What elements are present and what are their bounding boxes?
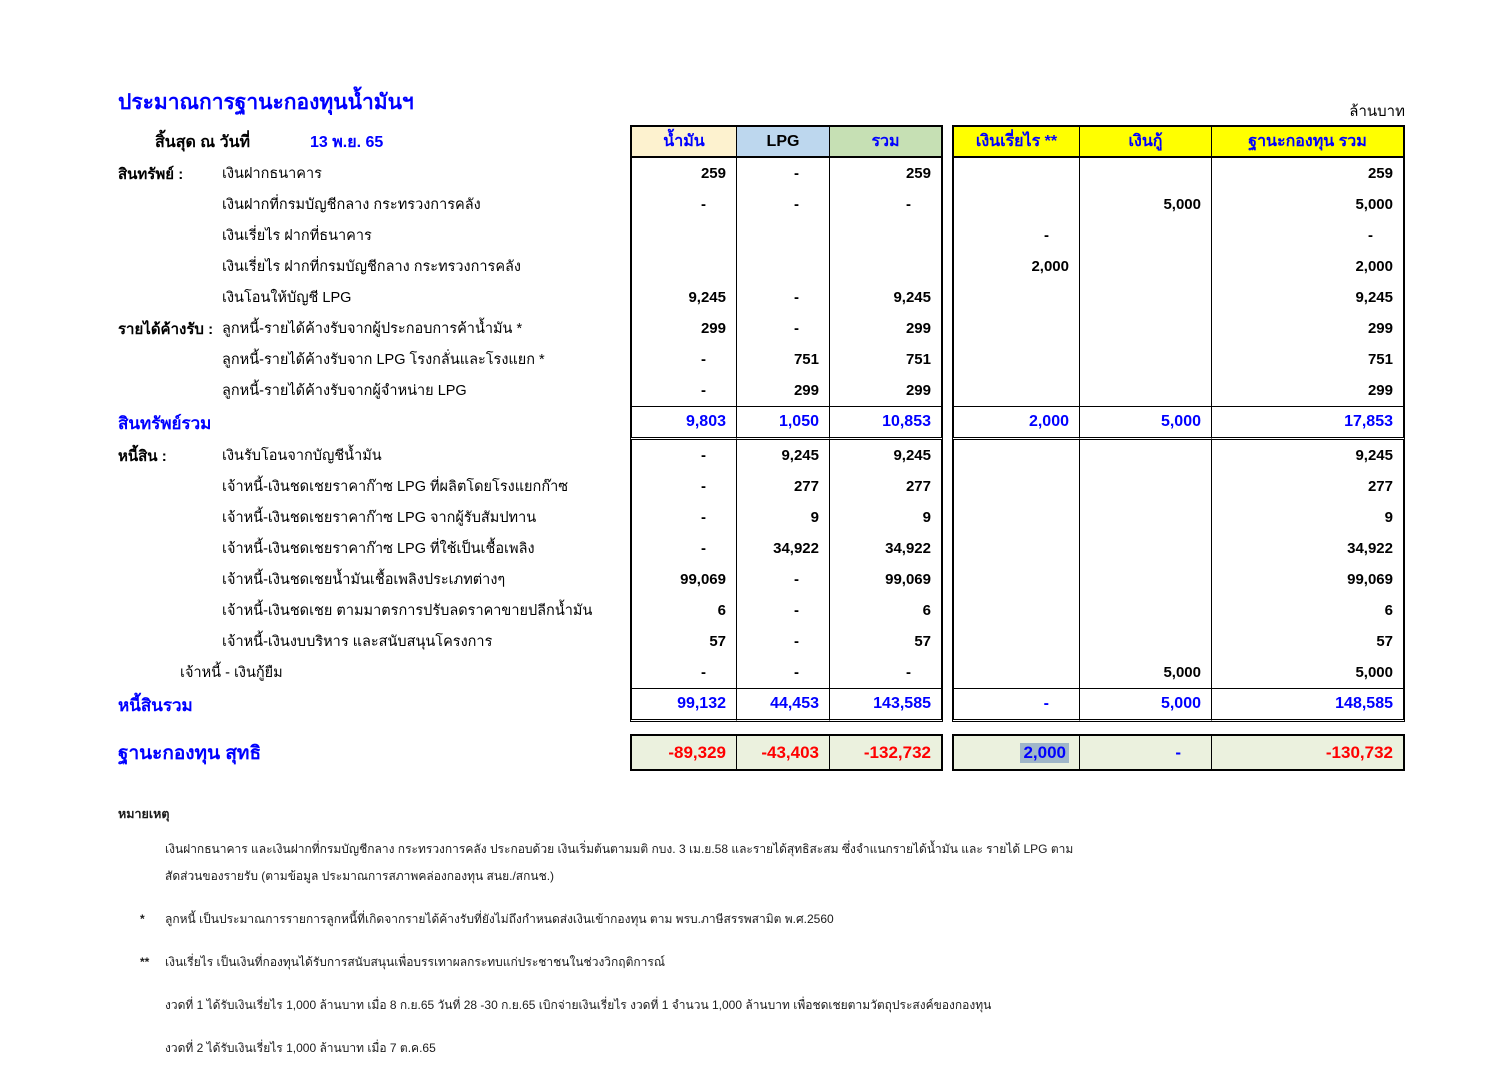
cell-fund-total: 99,069 — [1212, 564, 1405, 595]
cell-lpg: 9 — [737, 502, 830, 533]
cell-fund-total: 9,245 — [1212, 282, 1405, 313]
cell-oil: - — [630, 657, 737, 688]
cell-donation — [952, 734, 1080, 771]
cell-total: 9 — [830, 502, 943, 533]
cell-oil: -89,329 — [630, 734, 737, 771]
cell-donation — [952, 375, 1080, 406]
row-section-label: รายได้ค้างรับ : — [118, 320, 214, 338]
cell-fund-total: 299 — [1212, 313, 1405, 344]
cell-donation — [952, 657, 1080, 688]
row-section-label — [118, 220, 222, 251]
cell-fund-total: 5,000 — [1212, 657, 1405, 688]
cell-oil: - — [630, 502, 737, 533]
cell-lpg: 299 — [737, 375, 830, 406]
table-row — [118, 471, 1405, 502]
cell-fund-total: 5,000 — [1212, 189, 1405, 220]
cell-donation: - — [952, 220, 1080, 251]
assets-total-row — [118, 406, 1405, 440]
row-section-label — [118, 471, 222, 502]
footnote — [118, 1035, 1408, 1062]
row-item-label: เจ้าหนี้-เงินงบบริหาร และสนับสนุนโครงการ — [222, 634, 493, 650]
cell-oil: - — [630, 471, 737, 502]
cell-total: 10,853 — [830, 406, 943, 440]
cell-fund-total: -130,732 — [1212, 734, 1405, 771]
row-section-label: หนี้สิน : — [118, 447, 167, 465]
row-item-label: ลูกหนี้-รายได้ค้างรับจาก LPG โรงกลั่นและโรงแยก * — [222, 352, 545, 368]
cell-lpg — [737, 220, 830, 251]
table-row — [118, 657, 1405, 688]
cell-loan — [1080, 220, 1212, 251]
cell-oil: 99,132 — [630, 688, 737, 722]
cell-oil: - — [630, 375, 737, 406]
cell-total: 99,069 — [830, 564, 943, 595]
cell-total — [830, 251, 943, 282]
cell-donation — [952, 189, 1080, 220]
header-spacer — [222, 125, 630, 158]
row-item-label: เงินฝากธนาคาร — [222, 166, 322, 182]
cell-oil — [630, 251, 737, 282]
table-row — [118, 626, 1405, 657]
net-fund-status-label: ฐานะกองทุน สุทธิ — [118, 742, 262, 764]
col-header-loan: เงินกู้ — [1080, 125, 1212, 158]
cell-loan — [1080, 158, 1212, 189]
footnote-text: งวดที่ 2 ได้รับเงินเรี่ยไร 1,000 ล้านบาท เมื่อ 7 ต.ค.65 — [165, 1041, 436, 1055]
cell-total: 299 — [830, 375, 943, 406]
table-row — [118, 533, 1405, 564]
cell-lpg: - — [737, 313, 830, 344]
row-section-label — [118, 375, 222, 406]
cell-oil: - — [630, 533, 737, 564]
row-item-label: เจ้าหนี้-เงินชดเชยราคาก๊าซ LPG จากผู้รับสัมปทาน — [222, 510, 537, 526]
table-row — [118, 688, 1405, 722]
cell-oil: 99,069 — [630, 564, 737, 595]
row-item-label: เจ้าหนี้-เงินชดเชยน้ำมันเชื้อเพลิงประเภทต่างๆ — [222, 572, 506, 588]
footnote — [118, 949, 1408, 976]
cell-loan: - — [1080, 734, 1212, 771]
cell-loan — [1080, 344, 1212, 375]
footnote — [118, 992, 1408, 1019]
footnote-marker: * — [140, 912, 145, 926]
cell-loan — [1080, 564, 1212, 595]
cell-total: 57 — [830, 626, 943, 657]
cell-lpg: 44,453 — [737, 688, 830, 722]
cell-lpg: 34,922 — [737, 533, 830, 564]
cell-fund-total: 259 — [1212, 158, 1405, 189]
row-item-label: เงินฝากที่กรมบัญชีกลาง กระทรวงการคลัง — [222, 197, 481, 213]
cell-donation: 2,000 — [952, 251, 1080, 282]
cell-oil: 57 — [630, 626, 737, 657]
row-item-label: เจ้าหนี้-เงินชดเชยราคาก๊าซ LPG ที่ผลิตโดยโรงแยกก๊าซ — [222, 479, 569, 495]
liabilities-total-label: หนี้สินรวม — [118, 695, 193, 715]
table-row — [118, 440, 1405, 471]
table-row — [118, 251, 1405, 282]
cell-oil: - — [630, 189, 737, 220]
cell-total: 277 — [830, 471, 943, 502]
cell-fund-total: 277 — [1212, 471, 1405, 502]
cell-loan: 5,000 — [1080, 657, 1212, 688]
cell-donation — [952, 471, 1080, 502]
row-section-label: สินทรัพย์ : — [118, 165, 184, 183]
row-section-label — [118, 344, 222, 375]
table-row — [118, 564, 1405, 595]
as-of-date-label: สิ้นสุด ณ วันที่ — [155, 134, 251, 151]
table-row — [118, 375, 1405, 406]
header-spacer — [118, 125, 222, 158]
table-row — [118, 595, 1405, 626]
cell-lpg: 751 — [737, 344, 830, 375]
cell-oil: 6 — [630, 595, 737, 626]
cell-donation — [952, 595, 1080, 626]
cell-lpg: - — [737, 626, 830, 657]
cell-donation — [952, 440, 1080, 471]
cell-loan — [1080, 502, 1212, 533]
row-item-label: ลูกหนี้-รายได้ค้างรับจากผู้จำหน่าย LPG — [222, 383, 467, 399]
cell-lpg: 277 — [737, 471, 830, 502]
cell-lpg: - — [737, 189, 830, 220]
cell-lpg: - — [737, 657, 830, 688]
row-item-label: เจ้าหนี้-เงินชดเชย ตามมาตรการปรับลดราคาขายปลีกน้ำมัน — [222, 603, 593, 619]
cell-total: 9,245 — [830, 440, 943, 471]
row-gap — [118, 722, 1405, 734]
cell-donation — [952, 282, 1080, 313]
cell-loan — [1080, 251, 1212, 282]
row-item-label: เจ้าหนี้ - เงินกู้ยืม — [180, 665, 283, 681]
footnotes — [118, 804, 1408, 1078]
cell-fund-total: 751 — [1212, 344, 1405, 375]
cell-total: 34,922 — [830, 533, 943, 564]
cell-total: - — [830, 189, 943, 220]
table-row — [118, 282, 1405, 313]
cell-donation — [952, 533, 1080, 564]
row-section-label — [118, 595, 222, 626]
assets-total-label: สินทรัพย์รวม — [118, 413, 212, 433]
cell-donation: 2,000 — [952, 406, 1080, 440]
cell-fund-total: 9,245 — [1212, 440, 1405, 471]
table-row — [118, 313, 1405, 344]
table-row — [118, 158, 1405, 189]
cell-loan — [1080, 533, 1212, 564]
cell-fund-total: 148,585 — [1212, 688, 1405, 722]
cell-donation — [952, 158, 1080, 189]
cell-donation: - — [952, 688, 1080, 722]
table-header-row — [118, 125, 1405, 158]
col-header-oil: น้ำมัน — [630, 125, 737, 158]
row-item-label: เงินรับโอนจากบัญชีน้ำมัน — [222, 448, 382, 464]
cell-oil — [630, 220, 737, 251]
footnotes-heading: หมายเหตุ — [118, 807, 170, 821]
cell-loan — [1080, 440, 1212, 471]
table-row — [118, 344, 1405, 375]
cell-oil: 259 — [630, 158, 737, 189]
cell-fund-total: 6 — [1212, 595, 1405, 626]
cell-total — [830, 220, 943, 251]
cell-fund-total: 9 — [1212, 502, 1405, 533]
footnote-text: เงินเรี่ยไร เป็นเงินที่กองทุนได้รับการสนับสนุนเพื่อบรรเทาผลกระทบแก่ประชาชนในช่วงวิกฤติการณ์ — [165, 955, 665, 969]
cell-oil: - — [630, 344, 737, 375]
row-item-label: เงินโอนให้บัญชี LPG — [222, 290, 352, 306]
cell-donation — [952, 313, 1080, 344]
footnote — [118, 836, 1408, 890]
row-section-label — [118, 533, 222, 564]
cell-donation — [952, 564, 1080, 595]
cell-lpg: 9,245 — [737, 440, 830, 471]
as-of-date-value: 13 พ.ย. 65 — [310, 134, 384, 151]
cell-fund-total: - — [1212, 220, 1405, 251]
cell-total: 751 — [830, 344, 943, 375]
footnote — [118, 906, 1408, 933]
cell-loan: 5,000 — [1080, 406, 1212, 440]
cell-loan — [1080, 626, 1212, 657]
footnote-text: เงินฝากธนาคาร และเงินฝากที่กรมบัญชีกลาง กระทรวงการคลัง ประกอบด้วย เงินเริ่มต้นตามมติ กบง. 3 เม.ย.58 และรายได้สุทธิสะสม ซึ่งจำแนกรายได้น้ำมัน และ รายได้ LPG ตาม — [165, 842, 1074, 856]
cell-oil: - — [630, 440, 737, 471]
fund-status-table — [118, 125, 1405, 771]
cell-oil: 9,803 — [630, 406, 737, 440]
footnote-text: สัดส่วนของรายรับ (ตามข้อมูล ประมาณการสภาพคล่องกองทุน สนย./สกนช.) — [165, 869, 555, 883]
cell-loan — [1080, 313, 1212, 344]
table-row — [118, 406, 1405, 440]
row-item-label: เจ้าหนี้-เงินชดเชยราคาก๊าซ LPG ที่ใช้เป็นเชื้อเพลิง — [222, 541, 535, 557]
cell-fund-total: 299 — [1212, 375, 1405, 406]
cell-fund-total: 57 — [1212, 626, 1405, 657]
row-item-label: เงินเรี่ยไร ฝากที่กรมบัญชีกลาง กระทรวงการคลัง — [222, 259, 522, 275]
cell-lpg: - — [737, 282, 830, 313]
row-item-label: เงินเรี่ยไร ฝากที่ธนาคาร — [222, 228, 372, 244]
cell-fund-total: 34,922 — [1212, 533, 1405, 564]
unit-label: ล้านบาท — [1349, 103, 1405, 120]
col-header-fund-total: ฐานะกองทุน รวม — [1212, 125, 1405, 158]
cell-total: -132,732 — [830, 734, 943, 771]
cell-lpg — [737, 251, 830, 282]
footnote-text: ลูกหนี้ เป็นประมาณการรายการลูกหนี้ที่เกิดจากรายได้ค้างรับที่ยังไม่ถึงกำหนดส่งเงินเข้ากองทุน ตาม พรบ.ภาษีสรรพสามิต พ.ศ.2560 — [165, 912, 834, 926]
cell-total: 259 — [830, 158, 943, 189]
table-row — [118, 220, 1405, 251]
cell-loan — [1080, 595, 1212, 626]
liabilities-total-row — [118, 688, 1405, 722]
cell-total: 6 — [830, 595, 943, 626]
cell-lpg: - — [737, 564, 830, 595]
cell-total: - — [830, 657, 943, 688]
cell-donation — [952, 626, 1080, 657]
cell-lpg: 1,050 — [737, 406, 830, 440]
cell-oil: 299 — [630, 313, 737, 344]
row-section-label — [118, 564, 222, 595]
page-title: ประมาณการฐานะกองทุนน้ำมันฯ — [118, 91, 414, 114]
liability-rows — [118, 440, 1405, 688]
cell-loan — [1080, 375, 1212, 406]
selected-cell-value: 2,000 — [1020, 743, 1069, 763]
row-section-label — [118, 626, 222, 657]
cell-lpg: -43,403 — [737, 734, 830, 771]
row-section-label — [118, 189, 222, 220]
cell-total: 9,245 — [830, 282, 943, 313]
cell-donation — [952, 344, 1080, 375]
col-header-total: รวม — [830, 125, 943, 158]
cell-loan: 5,000 — [1080, 189, 1212, 220]
cell-donation — [952, 502, 1080, 533]
cell-fund-total: 17,853 — [1212, 406, 1405, 440]
row-section-label — [118, 251, 222, 282]
cell-total: 143,585 — [830, 688, 943, 722]
cell-lpg: - — [737, 595, 830, 626]
asset-rows — [118, 158, 1405, 406]
table-row — [118, 502, 1405, 533]
cell-fund-total: 2,000 — [1212, 251, 1405, 282]
col-header-donation: เงินเรี่ยไร ** — [952, 125, 1080, 158]
cell-loan — [1080, 471, 1212, 502]
row-section-label — [118, 502, 222, 533]
cell-total: 299 — [830, 313, 943, 344]
col-header-lpg: LPG — [737, 125, 830, 158]
cell-lpg: - — [737, 158, 830, 189]
cell-oil: 9,245 — [630, 282, 737, 313]
footnote-text: งวดที่ 1 ได้รับเงินเรี่ยไร 1,000 ล้านบาท เมื่อ 8 ก.ย.65 วันที่ 28 -30 ก.ย.65 เบิกจ่ายเงินเรี่ยไร งวดที่ 1 จำนวน 1,000 ล้านบาท เพื่อชดเชยตามวัตถุประสงค์ของกองทุน — [165, 998, 992, 1012]
cell-loan — [1080, 282, 1212, 313]
table-row — [118, 189, 1405, 220]
row-section-label — [118, 282, 222, 313]
footnote-marker: ** — [140, 955, 150, 969]
cell-loan: 5,000 — [1080, 688, 1212, 722]
table-row — [118, 734, 1405, 771]
net-fund-status-row — [118, 734, 1405, 771]
row-item-label: ลูกหนี้-รายได้ค้างรับจากผู้ประกอบการค้าน้ำมัน * — [222, 321, 523, 337]
